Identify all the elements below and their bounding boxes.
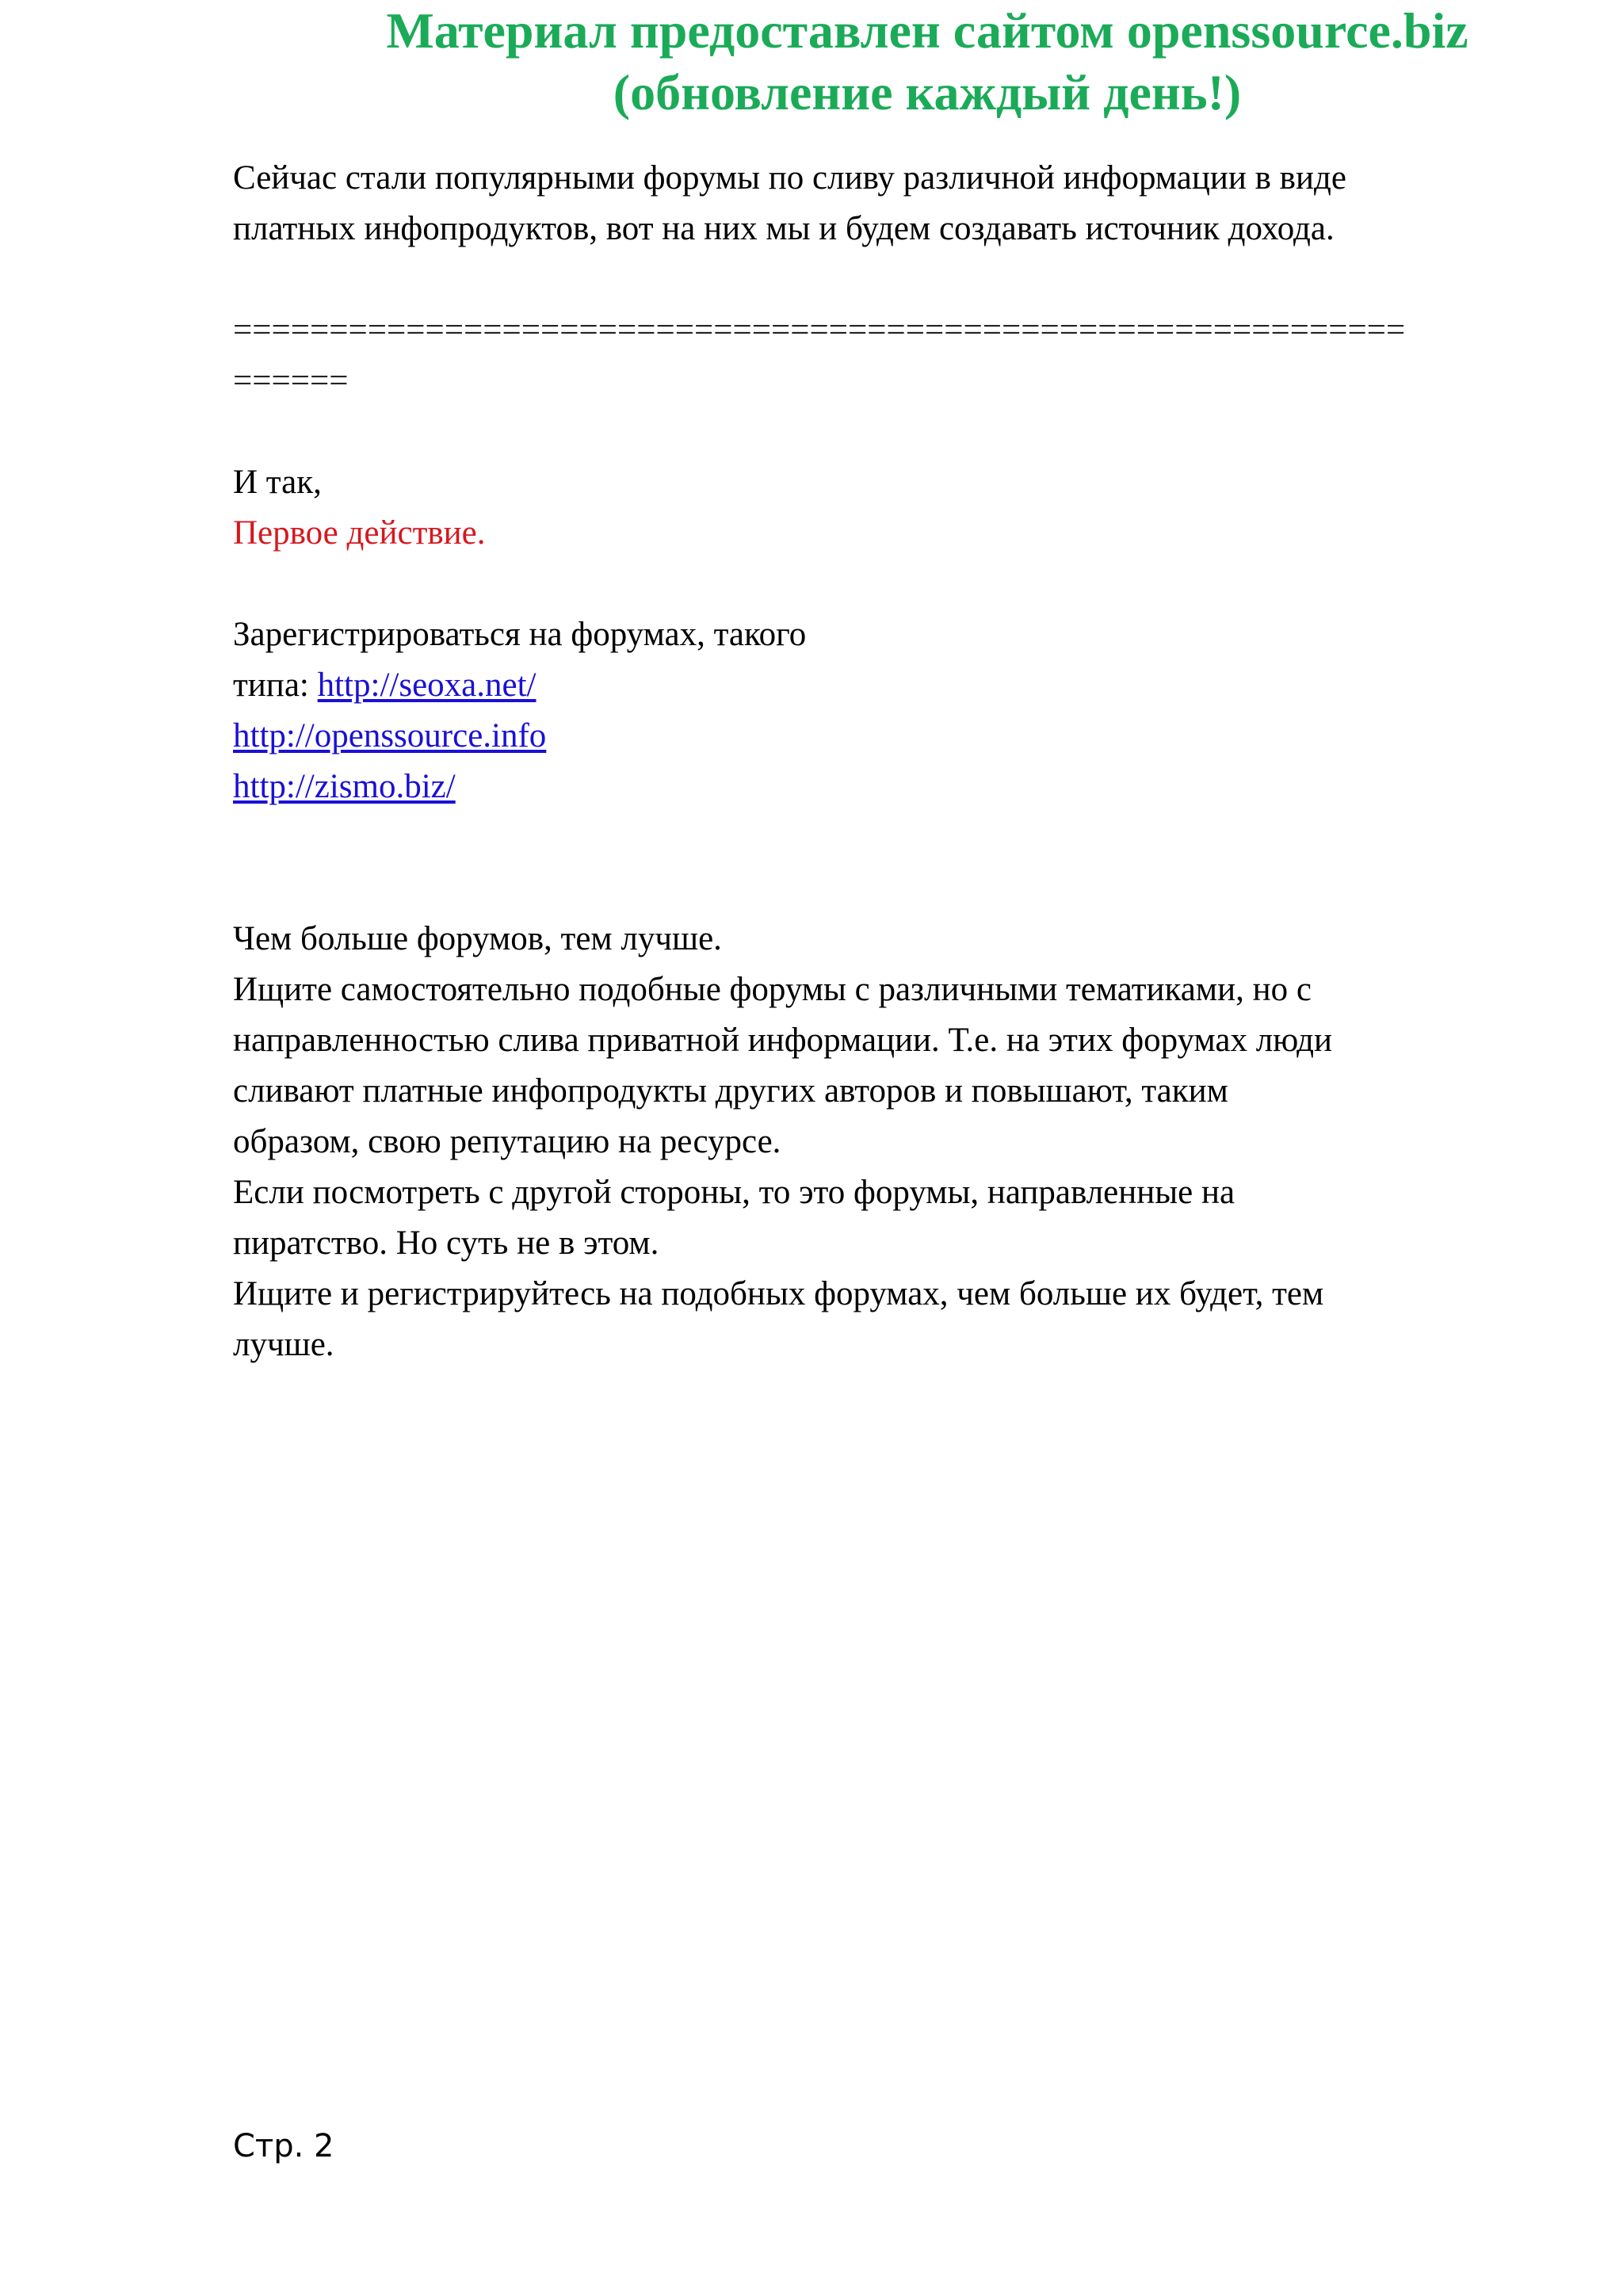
header-title-line-1: Материал предоставлен сайтом openssource.biz	[386, 2, 1468, 59]
register-line-4	[233, 762, 1533, 812]
body-line: образом, свою репутацию на ресурсе.	[233, 1123, 781, 1160]
document-body	[233, 153, 1533, 1370]
spacer	[233, 559, 1533, 609]
register-line-1: Зарегистрироваться на форумах, такого	[233, 616, 807, 653]
spacer	[233, 863, 1533, 914]
divider-line-1: =============================================================	[233, 311, 1406, 349]
spacer	[233, 812, 1533, 863]
body-line: пиратство. Но суть не в этом.	[233, 1224, 659, 1262]
register-line-2	[233, 660, 1533, 711]
body-line: сливают платные инфопродукты других авторов и повышают, таким	[233, 1072, 1228, 1110]
body-line: Если посмотреть с другой стороны, то это форумы, направленные на	[233, 1174, 1235, 1211]
spacer	[233, 254, 1533, 305]
spacer	[233, 407, 1533, 457]
link-seoxa[interactable]: http://seoxa.net/	[317, 667, 537, 704]
body-line: направленностью слива приватной информации. Т.е. на этих форумах люди	[233, 1022, 1332, 1059]
link-openssource[interactable]: http://openssource.info	[233, 717, 547, 755]
intro-line-2: платных инфопродуктов, вот на них мы и будем создавать источник дохода.	[233, 210, 1335, 247]
header-banner	[301, 0, 1553, 124]
body-line: Ищите самостоятельно подобные форумы с различными тематиками, но с	[233, 971, 1312, 1008]
intro-line-1: Сейчас стали популярными форумы по сливу различной информации в виде	[233, 159, 1346, 197]
link-zismo[interactable]: http://zismo.biz/	[233, 768, 456, 805]
register-line-3	[233, 711, 1533, 762]
body-line: лучше.	[233, 1326, 334, 1363]
header-title-line-2: (обновление каждый день!)	[613, 64, 1242, 120]
register-prefix: типа:	[233, 667, 318, 704]
step-intro: И так,	[233, 464, 322, 501]
body-line: Ищите и регистрируйтесь на подобных форумах, чем больше их будет, тем	[233, 1275, 1324, 1312]
step-title: Первое действие.	[233, 514, 486, 552]
body-line: Чем больше форумов, тем лучше.	[233, 920, 722, 957]
page-number: Стр. 2	[233, 2128, 334, 2164]
divider-line-2: ======	[233, 362, 349, 399]
